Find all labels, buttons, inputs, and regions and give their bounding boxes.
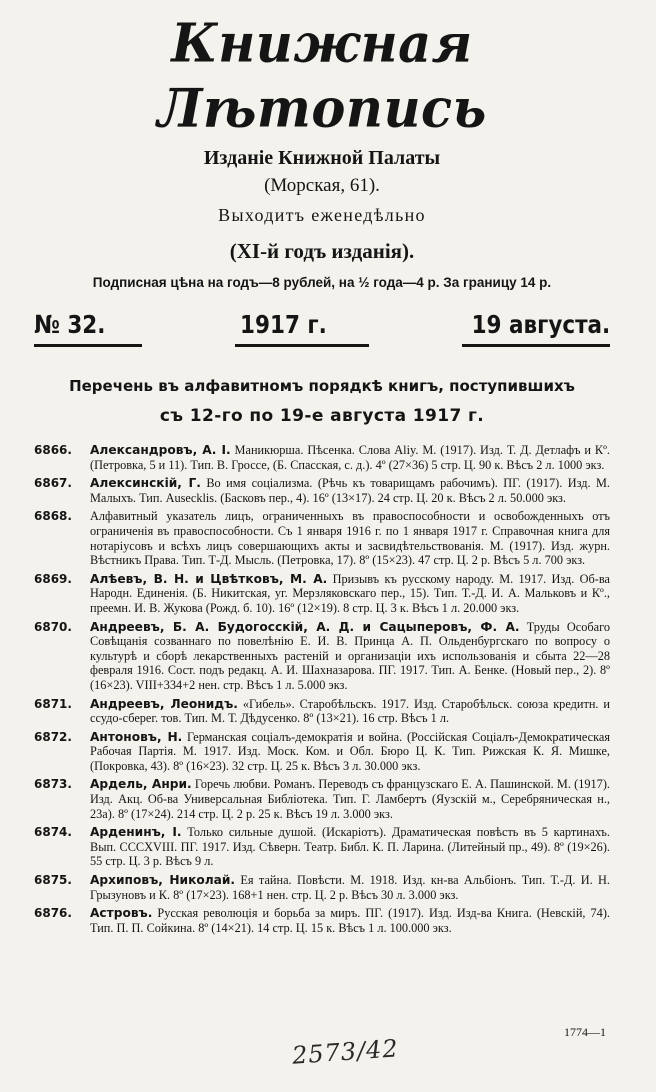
list-item xyxy=(34,620,610,693)
entry-text xyxy=(90,476,610,505)
handwritten-note: 2573/42 xyxy=(291,1034,400,1070)
list-item xyxy=(34,777,610,821)
divider xyxy=(462,344,610,347)
entry-author: Архиповъ, Николай. xyxy=(90,873,236,888)
list-item xyxy=(34,572,610,616)
entry-text xyxy=(90,777,610,821)
list-item xyxy=(34,906,610,935)
entry-author: Александровъ, А. І. xyxy=(90,443,231,457)
entry-number: 6869. xyxy=(34,571,72,586)
entry-author: Андреевъ, Б. А. Будогосскій, А. Д. и Сацыперовъ, Ф. А. xyxy=(90,619,520,634)
entry-description: Алфавитный указатель лицъ, ограниченныхъ въ правоспособности и освобожденныхъ отъ ограниченія въ правоспособности. Съ 1 января 1916 г. по 1 января 1917 г. Справочная книга для нотаріусовъ и всѣхъ лицъ совершающихъ акты и засвидѣтельствованія. М. (1917). Изд. журн. Вѣстникъ Права. Тип. Т-Д. Мысль. (Петровка, 17). 8º (15×23). 47 стр. Ц. 2 р. Вѣсъ 5 л. 700 экз. xyxy=(90,509,610,568)
entry-author: Антоновъ, Н. xyxy=(90,729,183,744)
entry-number: 6874. xyxy=(34,825,72,840)
divider xyxy=(235,344,369,347)
issue-number: № 32. xyxy=(34,310,106,339)
list-item xyxy=(34,476,610,505)
entry-author: Андреевъ, Леонидъ. xyxy=(90,696,238,711)
entry-number: 6866. xyxy=(34,443,72,457)
address-line: (Морская, 61). xyxy=(264,175,380,196)
list-date-range: съ 12-го по 19-е августа 1917 г. xyxy=(159,406,485,426)
entry-number: 6870. xyxy=(34,619,72,634)
list-item xyxy=(34,873,610,902)
entry-description: Только сильные душой. (Искаріотъ). Драматическая повѣсть въ 5 картинахъ. Вып. CCCXVIII. ПГ. 1917. Изд. Сѣверн. Театр. Библ. К. П. Ларина. (Литейный пр., 49). 8º (19×26). 55 стр. Ц. 3 р. Вѣсъ 9 л. xyxy=(90,825,610,869)
entry-number: 6867. xyxy=(34,476,72,491)
entry-number: 6875. xyxy=(34,873,72,888)
entry-author: Алѣевъ, В. Н. и Цвѣтковъ, М. А. xyxy=(90,571,328,586)
entry-description: Труды Особаго Совѣщанія созваннаго по повелѣнію Е. И. В. Принца А. П. Ольденбургскаго по вопросу о культурѣ и сборѣ лекарственныхъ растеній и организаціи ихъ использованія и сбыта 22—28 февраля 1916. Сост. подъ редакц. А. И. Шахназарова. ПГ. 1917. Тип. А. Бенке. (Новый пер., 2). 8º (16×23). VIII+334+2 нен. стр. Вѣсъ 1 л. 5.000 экз. xyxy=(90,619,610,692)
entry-text xyxy=(90,825,610,869)
entry-text xyxy=(90,443,610,472)
entry-text xyxy=(90,620,610,693)
entry-description: Горечь любви. Романъ. Переводъ съ французскаго Е. А. Пашинской. М. (1917). Изд. Акц. Об-ва Универсальная Библіотека. Тип. Г. Ламбертъ (Яузскій м., Серебряническая н., 23а). 8º (17×24). 214 стр. Ц. 2 р. 25 к. Вѣсъ 19 л. 3.000 экз. xyxy=(90,777,610,821)
list-item xyxy=(34,443,610,472)
entry-description: Маникюрша. Пѣсенка. Слова Aliy. М. (1917). Изд. Т. Д. Детлафъ и Кº. (Петровка, 5 и 11). Тип. В. Гроссе, (Б. Спасская, с. д.). 4º (27×36) 5 стр. Ц. 90 к. Вѣсъ 2 л. 1000 экз. xyxy=(90,443,610,472)
issue-date: 19 августа. xyxy=(471,310,610,339)
entry-description: Призывъ къ русскому народу. М. 1917. Изд. Об-ва Народн. Единенія. (Б. Никитская, уг. Мерзляковскаго пер., 15). Тип. Т.-Д. И. А. Мальковъ и Кº., преемн. И. В. Жукова (Рожд. б. 10). 16º (12×19). 8 стр. Ц. 3 к. Вѣсъ 1 л. 20.000 экз. xyxy=(90,571,610,615)
book-entries xyxy=(34,443,610,935)
frequency-line: Выходитъ еженедѣльно xyxy=(218,205,426,225)
entry-description: Ея тайна. Повѣсти. М. 1918. Изд. кн-ва Альбіонъ. Тип. Т.-Д. И. Н. Грызуновъ и К. 8º (17×23). 168+1 нен. стр. Ц. 2 р. Вѣсъ 30 л. 3.000 экз. xyxy=(90,873,610,902)
year-of-issue: (XI-й годъ изданія). xyxy=(229,239,415,263)
issue-underlines xyxy=(34,344,610,347)
entry-number: 6872. xyxy=(34,729,72,744)
issue-info xyxy=(34,304,610,340)
journal-title: Книжная Лѣтопись xyxy=(157,11,487,141)
entry-description: Во имя соціализма. (Рѣчь къ товарищамъ рабочимъ). ПГ. (1917). Изд. М. Малыхъ. Тип. Ausecklis. (Басковъ пер., 4). 16º (13×17). 24 стр. Ц. 20 к. Вѣсъ 2 л. 50.000 экз. xyxy=(90,476,610,505)
entry-text xyxy=(90,697,610,726)
list-item xyxy=(34,730,610,774)
entry-number: 6876. xyxy=(34,906,72,921)
entry-text xyxy=(90,906,610,935)
subscription-price: Подписная цѣна на годъ—8 рублей, на ½ года—4 р. За границу 14 р. xyxy=(92,275,552,290)
entry-number: 6873. xyxy=(34,777,72,792)
list-item xyxy=(34,825,610,869)
publisher-line: Изданіе Книжной Палаты xyxy=(203,147,441,169)
list-item xyxy=(34,697,610,726)
list-item xyxy=(34,509,610,567)
issue-year: 1917 г. xyxy=(239,310,327,339)
entry-author: Ардель, Анри. xyxy=(90,777,192,792)
entry-text xyxy=(90,730,610,774)
entry-number: 6871. xyxy=(34,696,72,711)
entry-description: Германская соціалъ-демократія и война. (Россійская Соціалъ-Демократическая Рабочая Партія. М. 1917. Изд. Моск. Ком. и Обл. Бюро Ц. К. Тип. Рижская К. Я. Мишке, (Покровка, 43). 8º (16×23). 32 стр. Ц. 25 к. Вѣсъ 3 л. 30.000 экз. xyxy=(90,729,610,773)
print-code: 1774—1 xyxy=(564,1025,606,1039)
entry-text xyxy=(90,572,610,616)
list-heading: Перечень въ алфавитномъ порядкѣ книгъ, поступившихъ xyxy=(69,377,575,395)
entry-number: 6868. xyxy=(34,509,72,524)
entry-author: Арденинъ, І. xyxy=(90,825,182,840)
page xyxy=(0,11,656,1092)
entry-description: Русская революція и борьба за миръ. ПГ. (1917). Изд. Изд-ва Книга. (Невскій, 74). Тип. П. П. Сойкина. 8º (14×21). 14 стр. Ц. 15 к. Вѣсъ 1 л. 100.000 экз. xyxy=(90,906,610,935)
entry-author: Алексинскій, Г. xyxy=(90,476,201,491)
entry-text xyxy=(90,873,610,902)
entry-text xyxy=(90,509,610,567)
entry-author: Астровъ. xyxy=(90,906,153,921)
divider xyxy=(34,344,142,347)
entry-description: «Гибель». Старобѣльскъ. 1917. Изд. Старобѣльск. союза кредитн. и ссудо-сберег. тов. Тип. М. Т. Дѣдусенко. 8º (13×21). 16 стр. Вѣсъ 1 л. xyxy=(90,696,610,726)
